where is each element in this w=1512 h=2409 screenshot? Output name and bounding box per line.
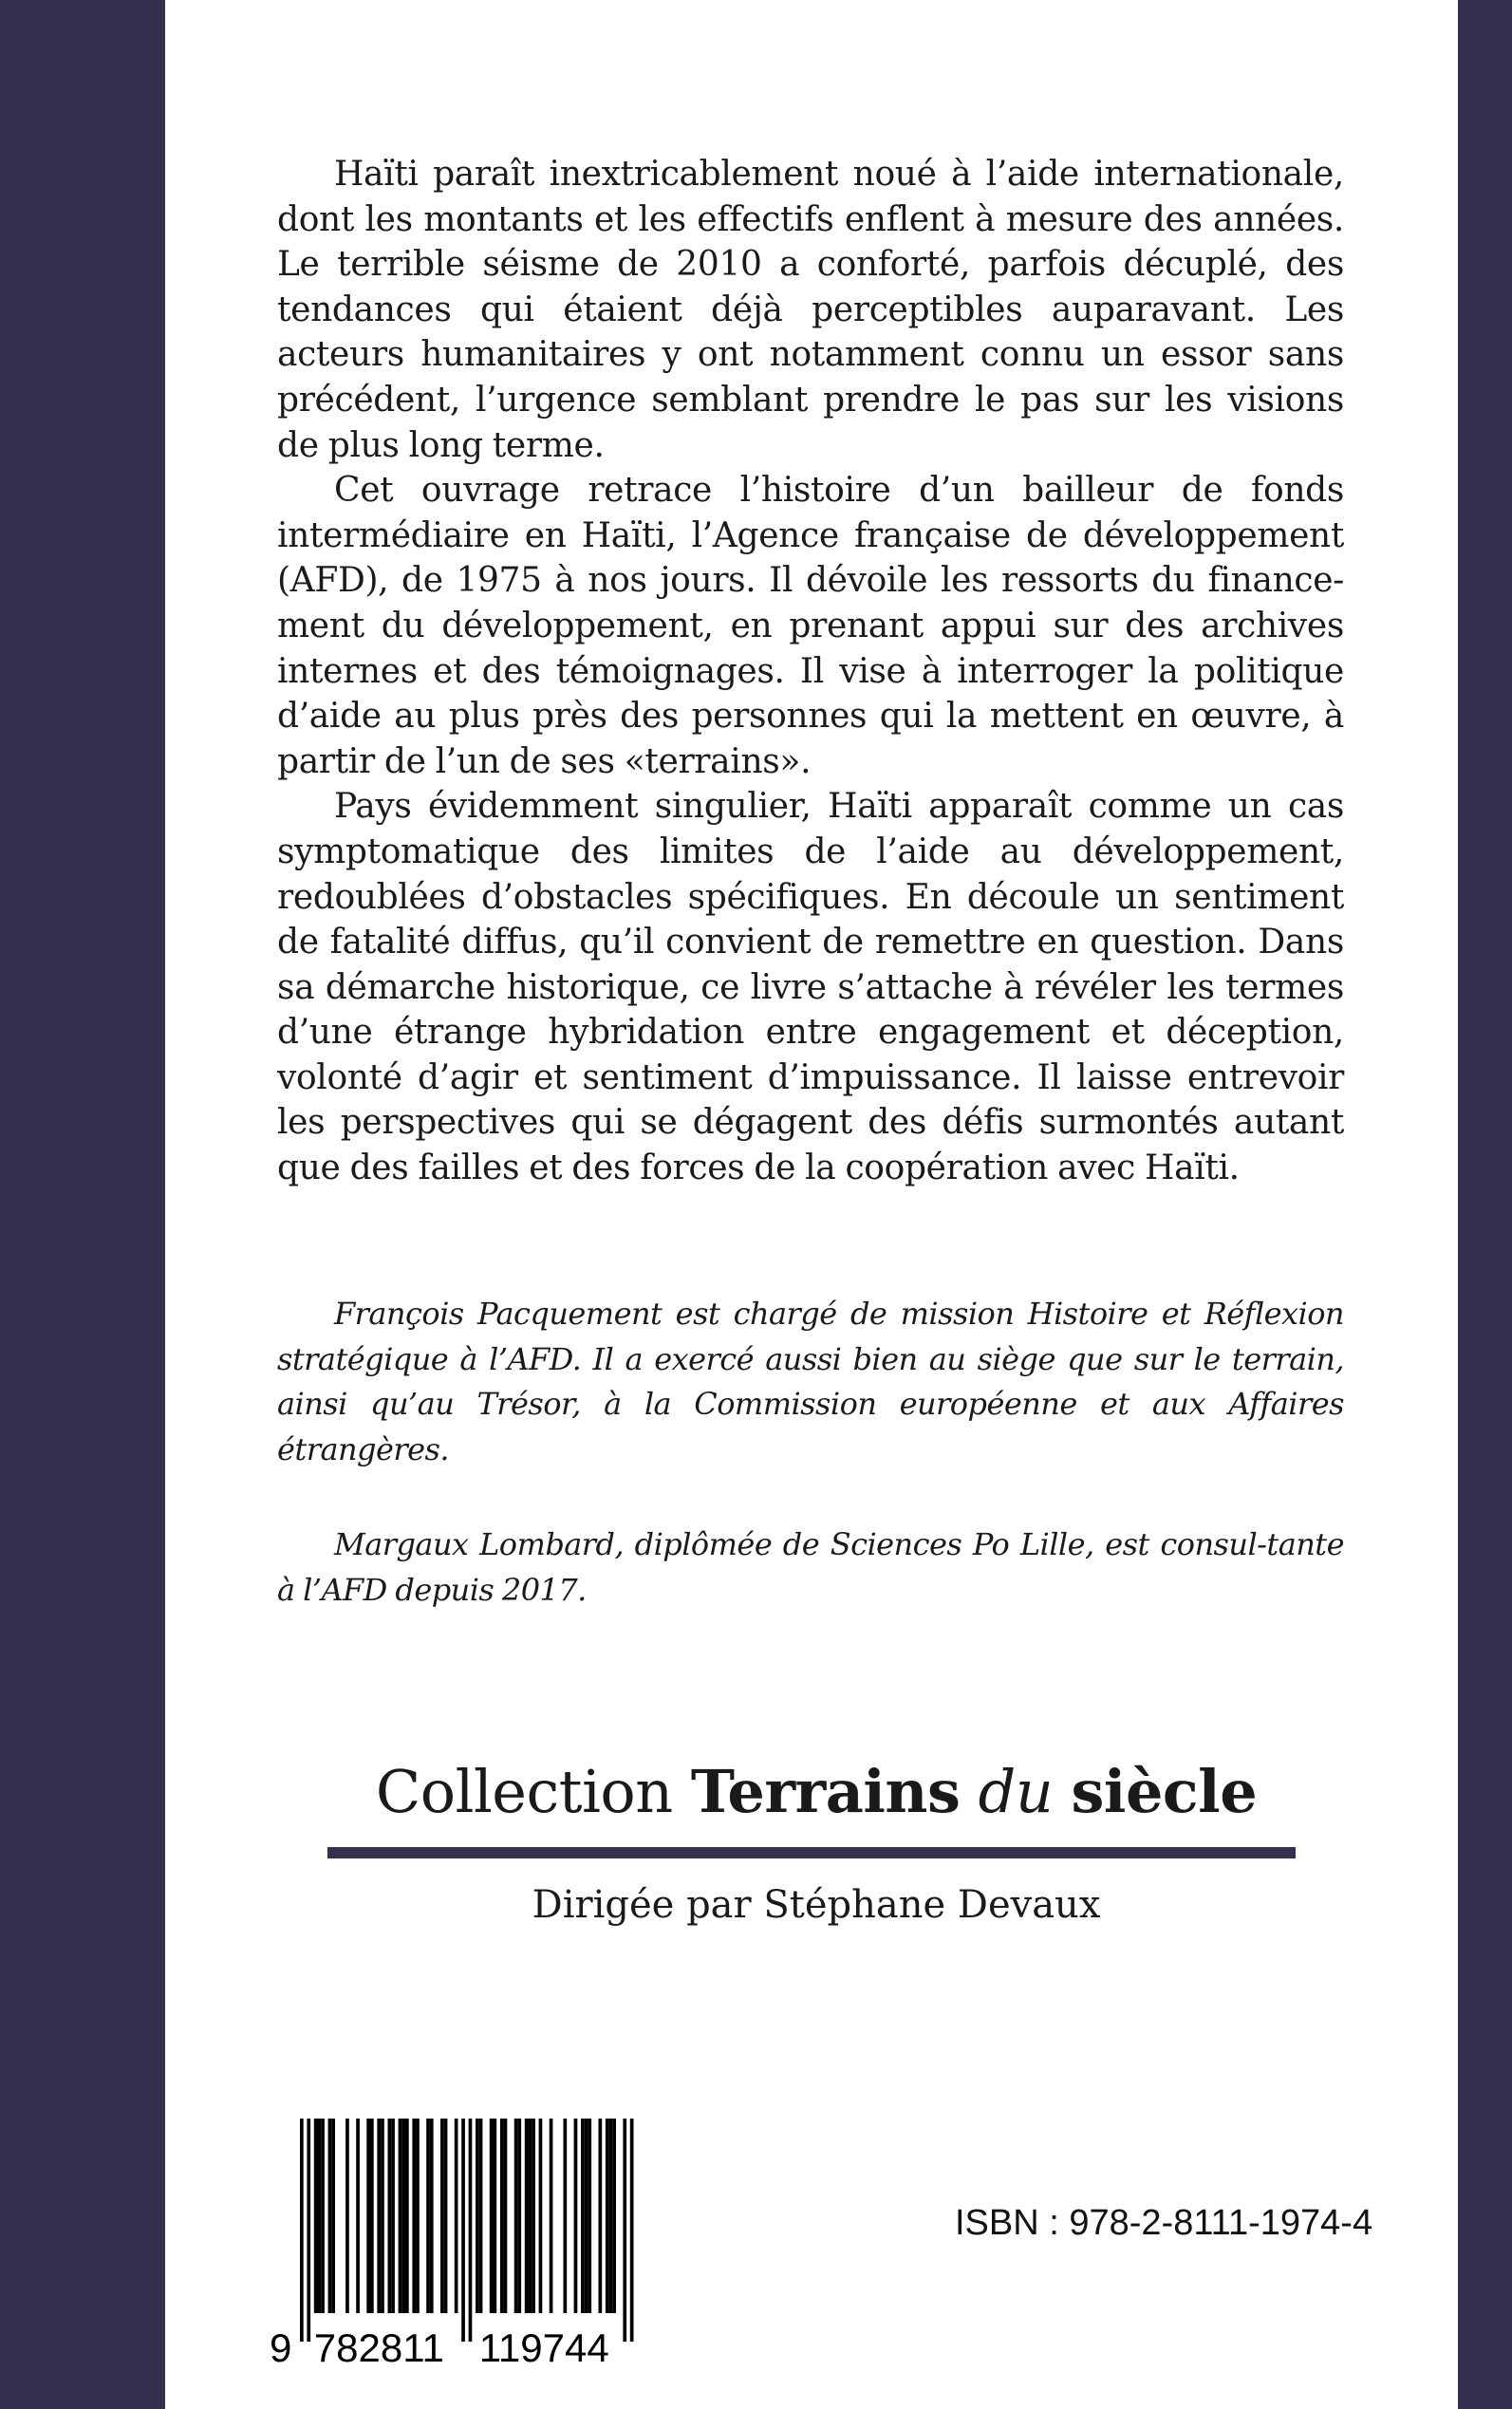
barcode-bar: [479, 2119, 483, 2313]
barcode-bar: [609, 2119, 613, 2313]
collection-name-du: du: [978, 1757, 1054, 1826]
barcode-digits-left: 782811: [313, 2325, 444, 2366]
barcode-bar: [399, 2119, 402, 2313]
summary-paragraph-3: Pays évidemment singulier, Haïti apparaît comme un cas symptomatique des limites de l’aide au développement, redoublées d’obstacles spécifiques. En découle un sentiment de fatalité diffus, qu’il convient de remettre en question. Dans sa démarche historique, ce livre s’attache à révéler les termes d’une étrange hybridation entre engagement et déception, volonté d’agir et sentiment d’impuissance. Il laisse entrevoir les perspectives qui se dégagent des défis surmontés autant que des failles et des forces de la coopération avec Haïti.: [277, 787, 1344, 1188]
summary-paragraph-1: Haïti paraît inextricablement noué à l’aide internationale, dont les montants et les effectifs enflent à mesure des années. Le terrible séisme de 2010 a conforté, parfois décuplé, des tendances qui étaient déjà perceptibles auparavant. Les acteurs humanitaires y ont notamment connu un essor sans précédent, l’urgence semblant prendre le pas sur les visions de plus long terme.: [277, 155, 1344, 465]
barcode-bar: [461, 2119, 465, 2342]
barcode-bar: [623, 2119, 626, 2342]
barcode-bar: [539, 2119, 543, 2313]
barcode-bar: [500, 2119, 504, 2313]
barcode-bar: [630, 2119, 634, 2342]
barcode-bar: [606, 2119, 609, 2313]
collection-name-siecle: siècle: [1071, 1757, 1258, 1826]
barcode-bar: [588, 2119, 591, 2313]
barcode-bar: [328, 2119, 332, 2313]
barcode-first-digit: 9: [270, 2325, 292, 2366]
barcode-bar: [455, 2119, 458, 2313]
barcode-bar: [321, 2119, 325, 2313]
barcode-bar: [574, 2119, 578, 2313]
barcode-bar: [490, 2119, 494, 2313]
barcode-bar: [318, 2119, 322, 2313]
barcode-bar: [525, 2119, 529, 2313]
collection-prefix: Collection: [375, 1757, 673, 1826]
summary-paragraph-2: Cet ouvrage retrace l’histoire d’un bailleur de fonds intermédiaire en Haïti, l’Agence française de développement (AFD), de 1975 à nos jours. Il dévoile les ressorts du finance-ment du développement, en prenant appui sur des archives internes et des témoignages. Il vise à interroger la politique d’aide au plus près des personnes qui la mettent en œuvre, à partir de l’un de ses «terrains».: [277, 471, 1344, 781]
barcode-bar: [366, 2119, 370, 2313]
barcode-bar: [532, 2119, 535, 2313]
barcode-bar: [345, 2119, 349, 2313]
barcode-bar: [416, 2119, 420, 2313]
barcode-bar: [300, 2119, 304, 2342]
barcode-bar: [504, 2119, 508, 2313]
barcode-bar: [377, 2119, 381, 2313]
barcode-bar: [529, 2119, 532, 2313]
barcode-bar: [564, 2119, 568, 2313]
barcode-bar: [405, 2119, 409, 2313]
barcode-bar: [412, 2119, 416, 2313]
left-color-band: [0, 0, 165, 2409]
barcode-bar: [476, 2119, 479, 2313]
barcode-bar: [356, 2119, 360, 2313]
barcode-bar: [391, 2119, 395, 2313]
barcode-bar: [314, 2119, 318, 2313]
barcode-digits-right: 119744: [478, 2325, 609, 2366]
isbn-barcode: [262, 2117, 661, 2366]
barcode-bar: [331, 2119, 335, 2313]
barcode-bar: [388, 2119, 392, 2313]
barcode-bar: [430, 2119, 434, 2313]
barcode-bar: [517, 2119, 521, 2313]
barcode-bar: [494, 2119, 497, 2313]
barcode-bar: [307, 2119, 310, 2342]
barcode-bar: [370, 2119, 374, 2313]
author-bio-pacquement: François Pacquement est chargé de mission Histoire et Réflexion stratégique à l’AFD. Il a exercé aussi bien au siège que sur le terrain, ainsi qu’au Trésor, à la Commission européenne et aux Affaires étrangères.: [277, 1296, 1344, 1467]
collection-name-terrains: Terrains: [690, 1757, 961, 1826]
isbn-number: ISBN : 978-2-8111-1974-4: [955, 2203, 1373, 2243]
barcode-bar: [469, 2119, 473, 2342]
barcode-bar: [444, 2119, 448, 2313]
barcode-bar: [585, 2119, 588, 2313]
author-bio-lombard: Margaux Lombard, diplômée de Sciences Po Lille, est consul-tante à l’AFD depuis 2017.: [277, 1526, 1344, 1608]
barcode-bar: [381, 2119, 384, 2313]
right-color-band: [1458, 0, 1512, 2409]
barcode-bar: [599, 2119, 603, 2313]
collection-title: [327, 1758, 1305, 1826]
collection-divider: [327, 1847, 1296, 1858]
barcode-bar: [401, 2119, 405, 2313]
barcode-graphic: [262, 2117, 661, 2366]
barcode-bar: [612, 2119, 616, 2313]
barcode-bar: [514, 2119, 518, 2313]
barcode-bar: [550, 2119, 553, 2313]
back-cover-summary: [277, 152, 1344, 1191]
barcode-bar: [426, 2119, 430, 2313]
barcode-bar: [440, 2119, 444, 2313]
barcode-bar: [581, 2119, 585, 2313]
collection-director: Dirigée par Stéphane Devaux: [532, 1883, 1101, 1927]
